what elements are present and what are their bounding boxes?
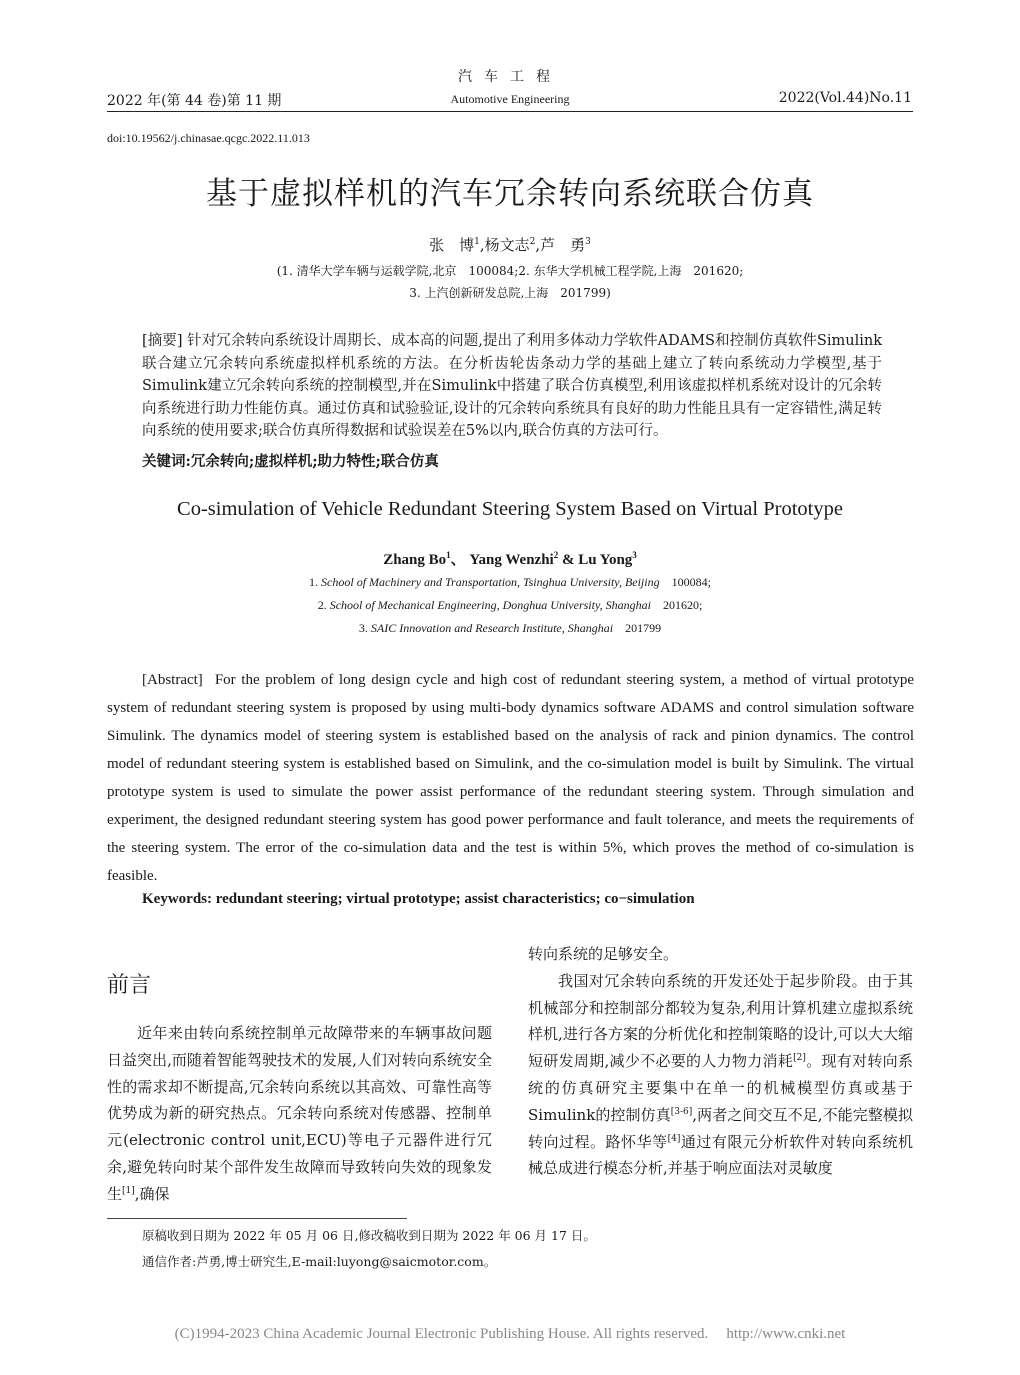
body-paragraph xyxy=(107,1020,492,1208)
affiliation-name: SAIC Innovation and Research Institute, Shanghai xyxy=(370,621,614,635)
author-name: ,杨文志 xyxy=(479,236,530,254)
cnki-link[interactable]: http://www.cnki.net xyxy=(726,1326,846,1342)
issue-info-cn: 2022 年(第 44 卷)第 11 期 xyxy=(107,93,282,109)
body-column-right xyxy=(528,941,913,1182)
affiliation-en-line xyxy=(0,598,1020,613)
affiliation-name: School of Machinery and Transportation, Tsinghua University, Beijing xyxy=(321,575,660,589)
citation-ref[interactable]: [4] xyxy=(667,1133,681,1144)
section-heading: 前言 xyxy=(107,973,152,998)
affiliation-number: 3. xyxy=(358,621,368,635)
postal-code: 201799 xyxy=(625,621,662,635)
abstract-en xyxy=(107,666,914,890)
postal-code: 100084; xyxy=(671,575,711,589)
doi[interactable]: doi:10.19562/j.chinasae.qcgc.2022.11.013 xyxy=(107,131,310,145)
header-divider xyxy=(107,111,913,112)
author-affiliation-mark: 2 xyxy=(553,550,559,560)
citation-ref[interactable]: [3-6] xyxy=(670,1106,693,1117)
author-name: ,芦 勇 xyxy=(535,236,586,254)
author-name: 张 博 xyxy=(429,236,475,254)
author-affiliation-mark: 1 xyxy=(474,237,480,247)
body-text: 近年来由转向系统控制单元故障带来的车辆事故问题日益突出,而随着智能驾驶技术的发展,人们对转向系统安全性的需求却不断提高,冗余转向系统以其高效、可靠性高等优势成为新的研究热点。冗余转向系统对传感器、控制单元(electronic control unit,ECU)等电子元器件进行冗余,避免转向时某个部件发生故障而导致转向失效的现象发生 xyxy=(107,1024,492,1203)
affiliation-cn-line: 3. 上汽创新研发总院,上海 201799) xyxy=(409,286,611,300)
postal-code: 201620; xyxy=(662,598,703,612)
author-affiliation-mark: 1 xyxy=(446,550,451,560)
abstract-text-cn: 针对冗余转向系统设计周期长、成本高的问题,提出了利用多体动力学软件ADAMS和控制仿真软件Simulink联合建立冗余转向系统虚拟样机系统的方法。在分析齿轮齿条动力学的基础上建立了转向系统动力学模型,基于Simulink建立冗余转向系统的控制模型,并在Simulink中搭建了联合仿真模型,利用该虚拟样机系统对设计的冗余转向系统进行助力性能仿真。通过仿真和试验验证,设计的冗余转向系统具有良好的助力性能且具有一定容错性,满足转向系统的使用要求;联合仿真所得数据和试验误差在5%以内,联合仿真的方法可行。 xyxy=(142,333,882,439)
abstract-label-en: [Abstract] xyxy=(142,672,203,688)
author-name: 、 Yang Wenzhi xyxy=(450,552,554,568)
affiliation-name: School of Mechanical Engineering, Donghua University, Shanghai xyxy=(329,598,651,612)
abstract-label-cn: [摘要] xyxy=(142,333,183,349)
keywords-values-en: redundant steering; virtual prototype; assist characteristics; co−simulation xyxy=(215,891,695,907)
footnote-corresponding-author: 通信作者:芦勇,博士研究生,E-mail:luyong@saicmotor.com。 xyxy=(142,1254,497,1269)
footnote-divider xyxy=(107,1218,407,1219)
paper-title-en: Co-simulation of Vehicle Redundant Steering System Based on Virtual Prototype xyxy=(177,498,843,520)
author-name: & Lu Yong xyxy=(558,552,633,568)
affiliation-en-line xyxy=(0,575,1020,590)
affiliation-en-line xyxy=(0,621,1020,636)
author-affiliation-mark: 3 xyxy=(632,550,637,560)
author-list-cn xyxy=(0,234,1020,255)
journal-title-cn: 汽车工程 xyxy=(458,69,562,85)
citation-ref[interactable]: [2] xyxy=(793,1053,806,1064)
keywords-cn: 关键词:冗余转向;虚拟样机;助力特性;联合仿真 xyxy=(142,453,439,470)
author-list-en xyxy=(0,548,1020,569)
paper-title-cn: 基于虚拟样机的汽车冗余转向系统联合仿真 xyxy=(206,176,814,212)
abstract-text-en: For the problem of long design cycle and high cost of redundant steering system, a method of virtual prototype system of redundant steering system is proposed by using multi-body dynamics software ADAMS and control simulation software Simulink. The dynamics model of steering system is established based on the analysis of rack and pinion dynamics. The control model of redundant steering system is established based on Simulink, and the co-simulation model is built by Simulink. The virtual prototype system is used to simulate the power assist performance of the redundant steering system. Through simulation and experiment, the designed redundant steering system has good power performance and fault tolerance, and meets the requirements of the steering system. The error of the co-simulation data and the test is within 5%, which proves the method of co-simulation is feasible. xyxy=(107,672,914,884)
copyright-text: (C)1994-2023 China Academic Journal Electronic Publishing House. All rights reserved. xyxy=(174,1326,709,1342)
issue-info-en: 2022(Vol.44)No.11 xyxy=(778,90,912,106)
affiliation-number: 2. xyxy=(317,598,327,612)
abstract-cn xyxy=(142,330,882,443)
body-text: 通过有限元分析软件对转向系统机械总成进行模态分析,并基于响应面法对灵敏度 xyxy=(528,1132,913,1178)
body-text: 我国对冗余转向系统的开发还处于起步阶段。由于其机械部分和控制部分都较为复杂,利用计算机建立虚拟系统样机,进行各方案的分析优化和控制策略的设计,可以大大缩短研发周期,减少不必要的人力物力消耗 xyxy=(528,971,913,1071)
body-text: 。现有对转向系统的仿真研究主要集中在单一的机械模型仿真或基于Simulink的控制仿真 xyxy=(528,1052,913,1124)
author-name: Zhang Bo xyxy=(383,552,447,568)
citation-ref[interactable]: [1] xyxy=(122,1185,135,1196)
body-paragraph xyxy=(528,968,913,1182)
body-paragraph: 转向系统的足够安全。 xyxy=(528,945,679,963)
author-affiliation-mark: 2 xyxy=(529,237,536,247)
journal-title-en: Automotive Engineering xyxy=(450,92,570,106)
author-affiliation-mark: 3 xyxy=(585,237,591,247)
body-text: ,确保 xyxy=(134,1184,170,1203)
body-text: ,两者之间交互不足,不能完整模拟转向过程。路怀华等 xyxy=(528,1105,913,1151)
footnote-received-date: 原稿收到日期为 2022 年 05 月 06 日,修改稿收到日期为 2022 年 06 月 17 日。 xyxy=(142,1228,596,1243)
affiliation-cn-line: (1. 清华大学车辆与运载学院,北京 100084;2. 东华大学机械工程学院,上海 201620; xyxy=(276,264,744,278)
keywords-en xyxy=(142,891,695,908)
body-column-left xyxy=(107,1020,492,1208)
keywords-label-en: Keywords: xyxy=(142,891,212,907)
copyright-notice xyxy=(0,1326,1020,1343)
affiliation-number: 1. xyxy=(309,575,319,589)
